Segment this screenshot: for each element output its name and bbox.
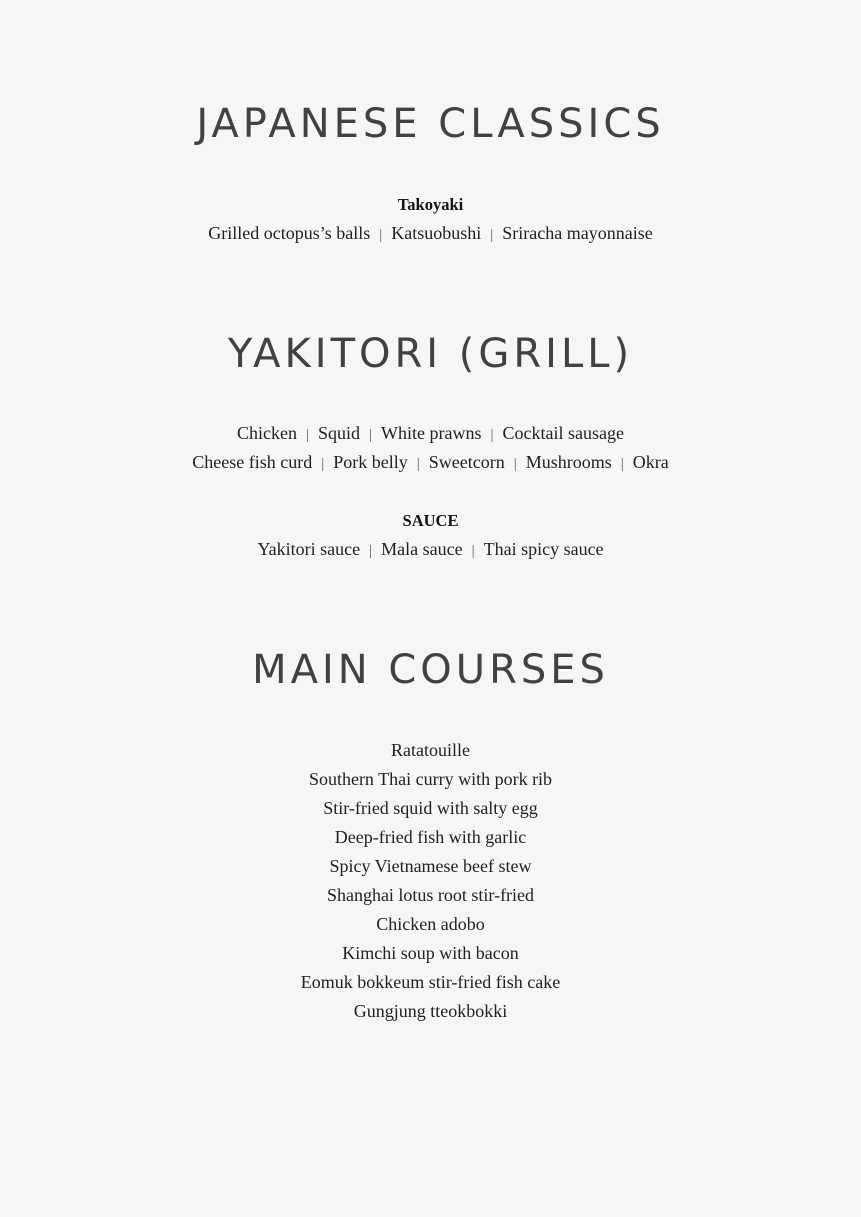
section-title-yakitori: YAKITORI (GRILL) [227,331,634,377]
main-course-item: Southern Thai curry with pork rib [308,769,553,789]
main-course-item: Deep-fried fish with garlic [334,827,527,847]
separator: | [306,427,310,443]
yakitori-item: Pork belly [333,452,408,472]
yakitori-item: Mushrooms [525,452,612,472]
yakitori-item: Squid [318,423,361,443]
main-course-item: Shanghai lotus root stir-fried [326,885,535,905]
takoyaki-item: Katsuobushi [391,223,482,243]
sauce-item: Mala sauce [381,539,463,559]
separator: | [379,227,383,243]
sauce-item: Thai spicy sauce [483,539,604,559]
main-course-item: Kimchi soup with bacon [342,943,519,963]
separator: | [416,456,420,472]
separator: | [369,543,373,559]
yakitori-item: Cocktail sausage [502,423,624,443]
main-course-item: Stir-fried squid with salty egg [323,798,538,818]
main-course-item: Eomuk bokkeum stir-fried fish cake [300,972,561,992]
yakitori-item: Sweetcorn [428,452,505,472]
separator: | [471,543,475,559]
section-title-main-courses: MAIN COURSES [252,647,609,693]
separator: | [321,456,325,472]
yakitori-item: White prawns [381,423,482,443]
separator: | [490,427,494,443]
yakitori-row-1 [0,419,861,450]
main-course-list [0,736,861,1026]
sauce-heading: SAUCE [402,511,459,530]
yakitori-item: Chicken [237,423,297,443]
yakitori-item: Okra [632,452,669,472]
separator: | [369,427,373,443]
main-course-item: Chicken adobo [376,914,485,934]
sauce-items [0,535,861,566]
main-course-item: Gungjung tteokbokki [353,1001,508,1021]
yakitori-item: Cheese fish curd [192,452,313,472]
takoyaki-item: Grilled octopus’s balls [208,223,371,243]
yakitori-row-2 [0,448,861,479]
takoyaki-heading: Takoyaki [397,195,464,214]
sauce-item: Yakitori sauce [257,539,361,559]
main-course-item: Ratatouille [391,740,470,760]
section-title-japanese-classics: JAPANESE CLASSICS [196,101,665,147]
takoyaki-item: Sriracha mayonnaise [502,223,653,243]
main-course-item: Spicy Vietnamese beef stew [329,856,532,876]
separator: | [513,456,517,472]
separator: | [620,456,624,472]
takoyaki-items [0,219,861,250]
separator: | [490,227,494,243]
